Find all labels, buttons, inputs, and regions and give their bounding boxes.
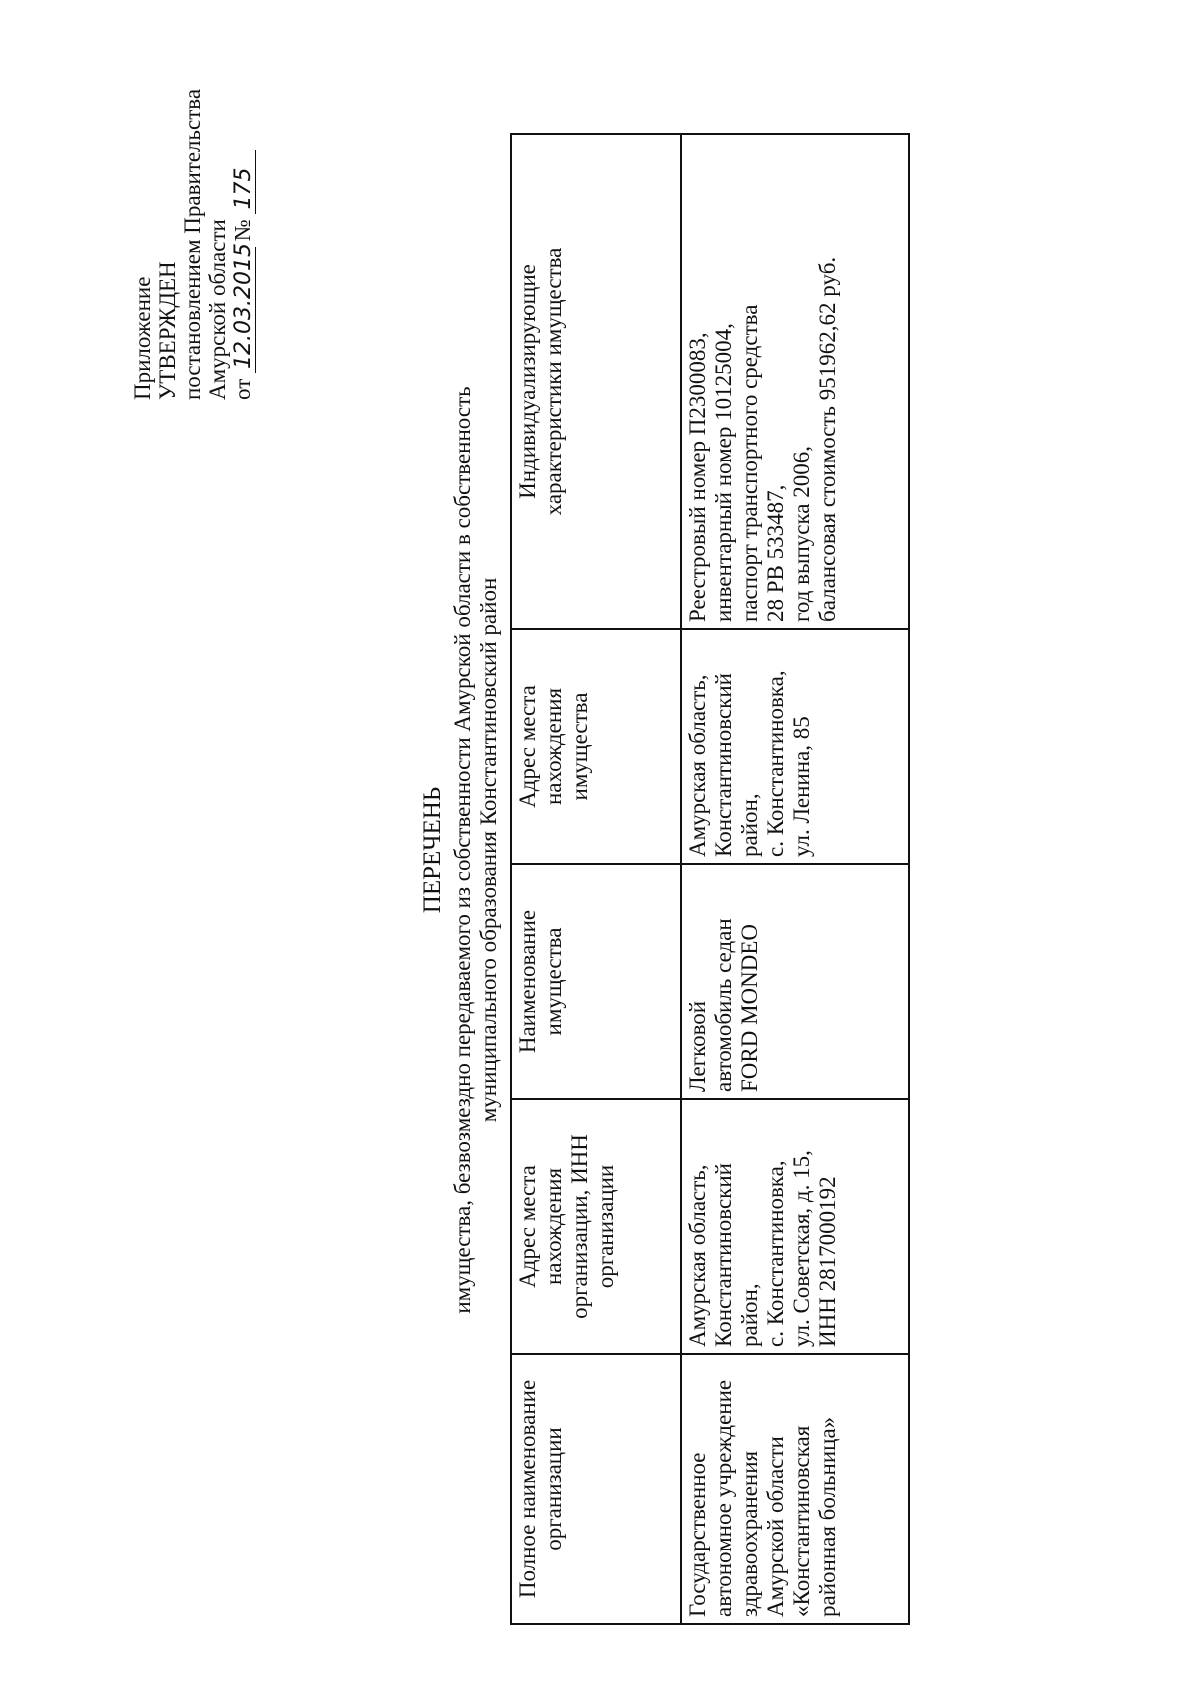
header-organization-name: Полное наименование организации — [511, 1354, 681, 1624]
header-organization-address: Адрес места нахождения организации, ИНН организации — [511, 1099, 681, 1354]
document-heading: ПЕРЕЧЕНЬ — [419, 786, 446, 914]
cell-property-characteristics: Реестровый номер П2300083, инвентарный номер 10125004, паспорт транспортного средства 28 РВ 533487, год выпуска 2006, балансовая стоимость 951962,62 руб. — [681, 134, 909, 629]
cell-organization-name: Государственное автономное учреждение здравоохранения Амурской области «Константиновская районная больница» — [681, 1354, 909, 1624]
approved-label: УТВЕРЖДЕН — [155, 261, 180, 400]
region-label: Амурской области — [205, 219, 230, 400]
appendix-label: Приложение — [130, 276, 155, 400]
header-property-name: Наименование имущества — [511, 864, 681, 1099]
property-table — [510, 133, 910, 1625]
handwritten-date: 12.03.2015 — [233, 247, 256, 373]
date-number-line — [230, 40, 256, 400]
header-property-characteristics: Индивидуализирующие характеристики имущества — [511, 134, 681, 629]
table-row — [681, 134, 909, 1624]
date-prefix: от — [230, 378, 255, 400]
cell-organization-address: Амурская область, Константиновский район, с. Константиновка, ул. Советская, д. 15, ИНН 2817000192 — [681, 1099, 909, 1354]
document-page — [50, 50, 1150, 1650]
cell-property-address: Амурская область, Константиновский район, с. Константиновка, ул. Ленина, 85 — [681, 629, 909, 864]
cell-property-name: Легковой автомобиль седан FORD MONDEO — [681, 864, 909, 1099]
title-block — [420, 50, 502, 1650]
number-prefix: № — [230, 219, 255, 242]
title-line-1: имущества, безвозмездно передаваемого из собственности Амурской области в собственность — [450, 386, 475, 1314]
header-property-address: Адрес места нахождения имущества — [511, 629, 681, 864]
title-line-2: муниципального образования Константиновский район — [476, 577, 501, 1123]
resolution-label: постановлением Правительства — [180, 88, 205, 400]
table-header-row — [511, 134, 681, 1624]
approval-block — [130, 40, 256, 400]
handwritten-number: 175 — [233, 150, 256, 214]
